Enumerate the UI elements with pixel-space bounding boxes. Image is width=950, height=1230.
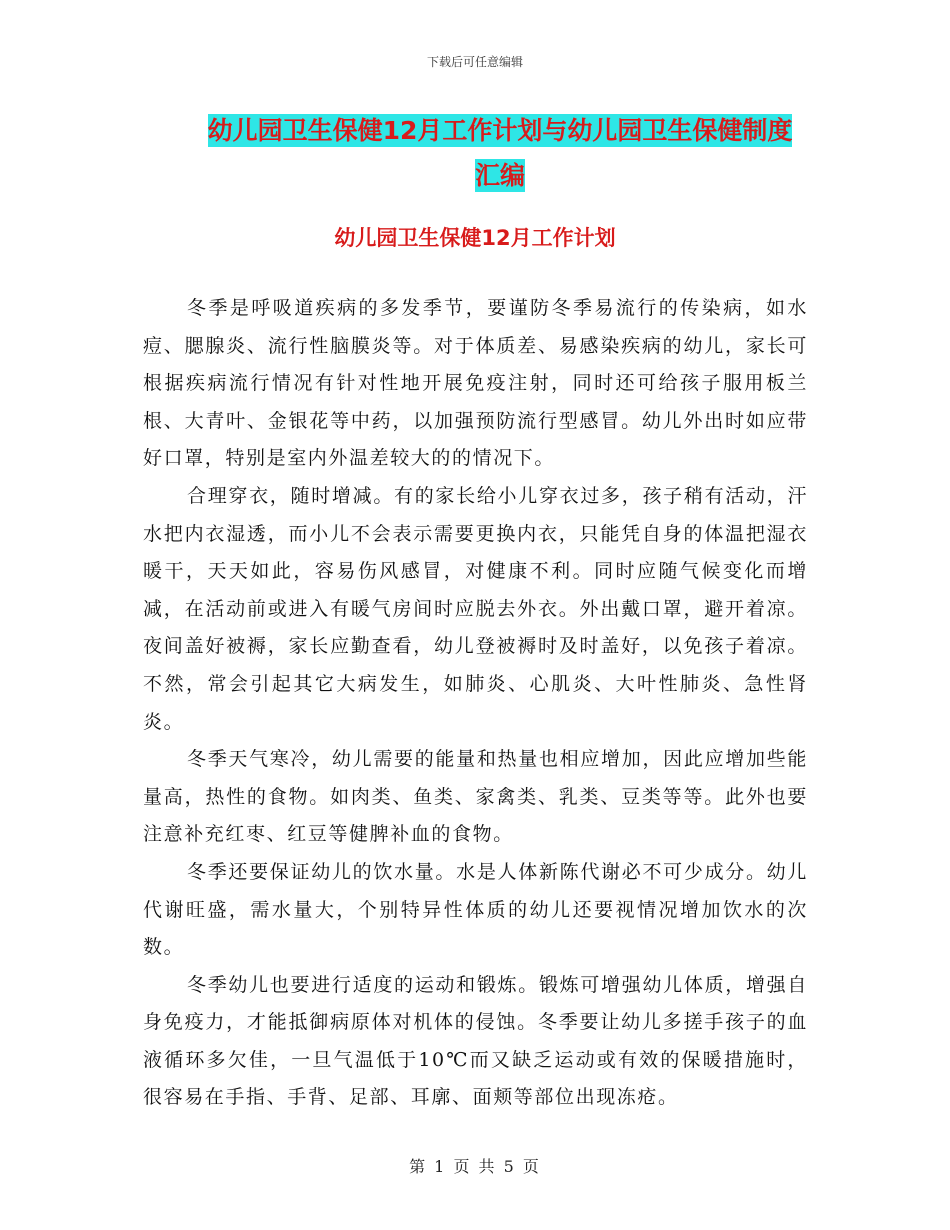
paragraph-4: 冬季还要保证幼儿的饮水量。水是人体新陈代谢必不可少成分。幼儿代谢旺盛，需水量大，个别特异性体质的幼儿还要视情况增加饮水的次数。 [143,860,808,959]
header-note: 下载后可任意编辑 [426,55,523,69]
paragraph-3: 冬季天气寒冷，幼儿需要的能量和热量也相应增加，因此应增加些能量高，热性的食物。如肉类、鱼类、家禽类、乳类、豆类等等。此外也要注意补充红枣、红豆等健脾补血的食物。 [143,748,808,846]
document-title-line-2: 汇编 [474,161,525,190]
body-text [143,290,808,1117]
paragraph-1: 冬季是呼吸道疾病的多发季节，要谨防冬季易流行的传染病，如水痘、腮腺炎、流行性脑膜炎等。对于体质差、易感染疾病的幼儿，家长可根据疾病流行情况有针对性地开展免疫注射，同时还可给孩子服用板兰根、大青叶、金银花等中药，以加强预防流行型感冒。幼儿外出时如应带好口罩，特别是室内外温差较大的的情况下。 [143,297,808,470]
page-number: 第 1 页 共 5 页 [409,1157,541,1176]
paragraph-2: 合理穿衣，随时增减。有的家长给小儿穿衣过多，孩子稍有活动，汗水把内衣湿透，而小儿不会表示需要更换内衣，只能凭自身的体温把湿衣暖干，天天如此，容易伤风感冒，对健康不利。同时应随气候变化而增减，在活动前或进入有暖气房间时应脱去外衣。外出戴口罩，避开着凉。夜间盖好被褥，家长应勤查看，幼儿登被褥时及时盖好，以免孩子着凉。不然，常会引起其它大病发生，如肺炎、心肌炎、大叶性肺炎、急性肾炎。 [143,484,808,733]
paragraph-5: 冬季幼儿也要进行适度的运动和锻炼。锻炼可增强幼儿体质，增强自身免疫力，才能抵御病原体对机体的侵蚀。冬季要让幼儿多搓手孩子的血液循环多欠佳，一旦气温低于10℃而又缺乏运动或有效的保暖措施时，很容易在手指、手背、足部、耳廓、面颊等部位出现冻疮。 [143,973,808,1109]
document-title-line-1: 幼儿园卫生保健12月工作计划与幼儿园卫生保健制度 [207,116,793,145]
document-title [150,108,850,198]
section-title: 幼儿园卫生保健12月工作计划 [334,226,616,250]
